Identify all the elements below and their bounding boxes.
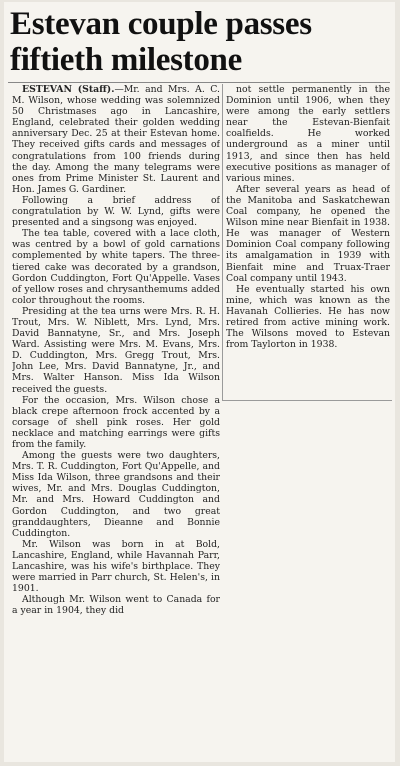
article-paragraph: Following a brief address of congratulation by W. W. Lynd, gifts were presented and a singsong was enjoyed. [12,194,220,229]
article-paragraph: After several years as head of the Manitoba and Saskatchewan Coal company, he opened the Wilson mine near Bienfait in 1938. He was manager of Western Dominion Coal company following its amalgamation in 1939 with Bienfait mine and Truax-Traer Coal company until 1943. [226,183,390,284]
article-paragraph: Presiding at the tea urns were Mrs. R. H. Trout, Mrs. W. Niblett, Mrs. Lynd, Mrs. David Bannatyne, Sr., and Mrs. Joseph Ward. Assisting were Mrs. M. Evans, Mrs. D. Cuddington, Mrs. Gregg Trout, Mrs. John Lee, Mrs. David Bannatyne, Jr., and Mrs. Walter Hanson. Miss Ida Wilson received the guests. [12,305,220,395]
article-left-column [12,84,220,760]
article-paragraph: The tea table, covered with a lace cloth, was centred by a bowl of gold carnations complemented by white tapers. The three-tiered cake was decorated by a grandson, Gordon Cuddington, Fort Qu'Appelle. Vases of yellow roses and chrysanthemums added color throughout the rooms. [12,228,220,306]
dateline: ESTEVAN (Staff). [22,84,115,95]
article-paragraph: Although Mr. Wilson went to Canada for a year in 1904, they did [12,594,220,617]
article-paragraph: For the occasion, Mrs. Wilson chose a black crepe afternoon frock accented by a corsage of shell pink roses. Her gold necklace and matching earrings were gifts from the family. [12,394,220,450]
headline-rule [8,82,390,83]
article-paragraph: He eventually started his own mine, which was known as the Havanah Collieries. He has now retired from active mining work. The Wilsons moved to Estevan from Taylorton in 1938. [226,283,390,351]
article-paragraph: Mr. Wilson was born in at Bold, Lancashire, England, while Havannah Parr, Lancashire, was his wife's birthplace. They were married in Parr church, St. Helen's, in 1901. [12,538,220,595]
article-paragraph: ESTEVAN (Staff).—Mr. and Mrs. A. C. M. Wilson, whose wedding was solemnized 50 Christmases ago in Lancashire, England, celebrated their golden wedding anniversary Dec. 25 at their Estevan home. They received gifts cards and messages of congratulations from 100 friends during the day. Among the many telegrams were ones from Prime Minister St. Laurent and Hon. James G. Gardiner. [12,84,220,195]
article-paragraph: not settle permanently in the Dominion until 1906, when they were among the early settlers near the Estevan-Bienfait coalfields. He worked underground as a miner until 1913, and since then has held executive positions as manager of various mines. [226,84,390,184]
article-right-column [226,84,390,400]
column-end-rule [222,400,392,401]
headline: Estevan couple passes fiftieth milestone [10,6,312,78]
article-paragraph: Among the guests were two daughters, Mrs. T. R. Cuddington, Fort Qu'Appelle, and Miss Ida Wilson, three grandsons and their wives, Mr. and Mrs. Douglas Cuddington, Mr. and Mrs. Howard Cuddington and Gordon Cuddington, and two great granddaughters, Dieanne and Bonnie Cuddington. [12,450,220,539]
column-divider [222,84,223,400]
